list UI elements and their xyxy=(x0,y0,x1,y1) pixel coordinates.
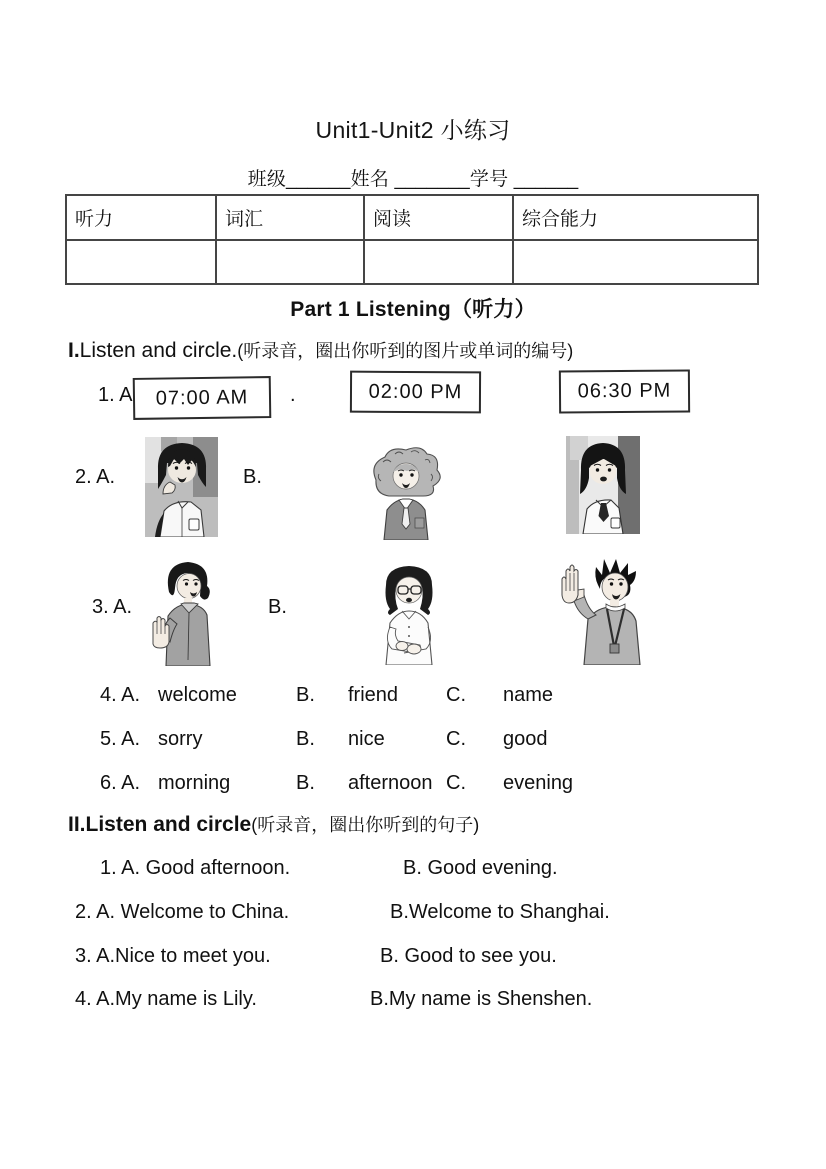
q2-image-girl-dark-hair-tie[interactable] xyxy=(566,436,640,534)
q3-option-b-label: B. xyxy=(268,596,287,618)
q2-image-girl-bob-hair[interactable] xyxy=(145,437,218,537)
part1-heading: Part 1 Listening（听力） xyxy=(290,298,536,321)
section1-number: I. xyxy=(68,339,80,362)
q6-option-b-label: B. xyxy=(296,772,315,794)
q4-label: 4. A. xyxy=(100,684,141,706)
q4-option-c-label: C. xyxy=(446,684,466,706)
q1-period: . xyxy=(290,384,296,406)
q3-image-man-waving[interactable] xyxy=(548,551,660,665)
score-header-vocabulary: 词汇 xyxy=(216,195,364,240)
s2-q2-option-a[interactable]: 2. A. Welcome to China. xyxy=(75,901,290,923)
score-cell-reading[interactable] xyxy=(364,240,513,284)
score-header-comprehensive: 综合能力 xyxy=(513,195,758,240)
q2-option-b-label: B. xyxy=(243,466,262,488)
q5-label: 5. A. xyxy=(100,728,141,750)
q5-option-b-label: B. xyxy=(296,728,315,750)
q1-time-box-a[interactable]: 07:00 AM xyxy=(133,376,272,420)
s2-q4-option-a[interactable]: 4. A.My name is Lily. xyxy=(75,988,257,1010)
q5-option-a[interactable]: sorry xyxy=(158,728,203,750)
section1-title-zh: (听录音，圈出你听到的图片或单词的编号) xyxy=(237,341,574,361)
score-cell-vocabulary[interactable] xyxy=(216,240,364,284)
s2-q3-option-b[interactable]: B. Good to see you. xyxy=(380,945,557,967)
section2-title-zh: (听录音，圈出你听到的句子) xyxy=(251,815,480,835)
score-header-listening: 听力 xyxy=(66,195,216,240)
q4-option-b-label: B. xyxy=(296,684,315,706)
q4-option-a[interactable]: welcome xyxy=(158,684,237,706)
score-table xyxy=(65,194,757,285)
q1-time-box-c[interactable]: 06:30 PM xyxy=(559,370,690,414)
q6-option-b[interactable]: afternoon xyxy=(348,772,433,794)
q5-option-c-label: C. xyxy=(446,728,466,750)
score-header-reading: 阅读 xyxy=(364,195,513,240)
q6-label: 6. A. xyxy=(100,772,141,794)
s2-q1-option-a[interactable]: 1. A. Good afternoon. xyxy=(100,857,291,879)
q3-image-boy-waving[interactable] xyxy=(140,556,232,666)
section1-title-en: Listen and circle. xyxy=(79,339,238,362)
section2-number: II. xyxy=(68,813,86,836)
q4-option-c[interactable]: name xyxy=(503,684,554,706)
q3-image-woman-glasses[interactable] xyxy=(358,557,460,665)
q5-option-c[interactable]: good xyxy=(503,728,548,750)
student-info-blanks[interactable]: 班级______姓名 _______学号 ______ xyxy=(247,169,579,190)
s2-q3-option-a[interactable]: 3. A.Nice to meet you. xyxy=(75,945,271,967)
q6-option-c-label: C. xyxy=(446,772,466,794)
s2-q1-option-b[interactable]: B. Good evening. xyxy=(403,857,558,879)
q3-option-a-label: 3. A. xyxy=(92,596,133,618)
s2-q2-option-b[interactable]: B.Welcome to Shanghai. xyxy=(390,901,610,923)
section2-header xyxy=(68,811,479,837)
q6-option-a[interactable]: morning xyxy=(158,772,231,794)
score-cell-comprehensive[interactable] xyxy=(513,240,758,284)
q2-option-a-label: 2. A. xyxy=(75,466,116,488)
q4-option-b[interactable]: friend xyxy=(348,684,399,706)
page-title: Unit1-Unit2 小练习 xyxy=(315,117,511,143)
q2-image-girl-curly-hair[interactable] xyxy=(363,444,448,540)
q1-option-a-label: 1. A xyxy=(98,384,133,406)
section2-title-en: Listen and circle xyxy=(85,813,252,836)
s2-q4-option-b[interactable]: B.My name is Shenshen. xyxy=(370,988,593,1010)
q6-option-c[interactable]: evening xyxy=(503,772,574,794)
q1-time-box-b[interactable]: 02:00 PM xyxy=(350,371,481,414)
section1-header xyxy=(68,337,573,363)
q5-option-b[interactable]: nice xyxy=(348,728,385,750)
score-table-entry-row xyxy=(66,240,758,284)
score-cell-listening[interactable] xyxy=(66,240,216,284)
score-table-header-row xyxy=(66,195,758,240)
